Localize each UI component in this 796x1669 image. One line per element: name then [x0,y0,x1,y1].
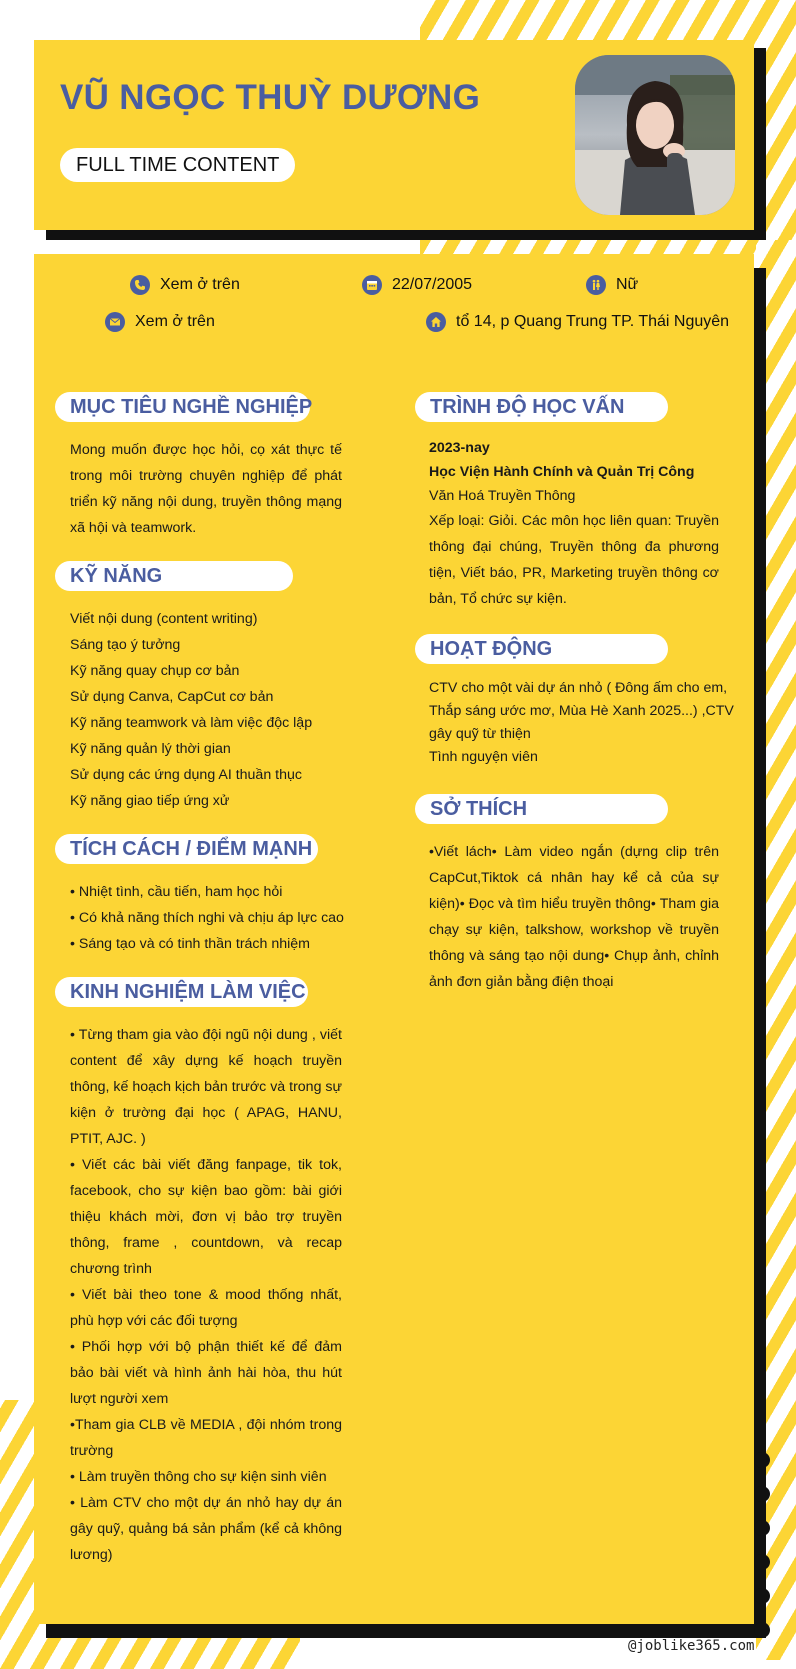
contact-birthday [362,275,472,295]
education-major: Văn Hoá Truyền Thông [429,488,576,504]
list-item: Kỹ năng quay chụp cơ bản [70,663,240,679]
activities-line: Tình nguyện viên [429,749,538,765]
education-details: Xếp loại: Giỏi. Các môn học liên quan: Truyền thông đại chúng, Truyền thông đa phương tiện, Viết báo, PR, Marketing truyền thông cơ bản, Tổ chức sự kiện. [429,513,719,607]
profile-photo-illustration [575,55,735,215]
list-item: • Viết bài theo tone & mood thống nhất, phù hợp với các đối tượng [70,1287,342,1329]
binder-dot [754,1588,770,1604]
job-title-badge: FULL TIME CONTENT [60,148,295,182]
contact-gender [586,275,638,295]
contact-birthday-value: 22/07/2005 [392,276,473,293]
list-item: • Sáng tạo và có tinh thần trách nhiệm [70,936,310,952]
experience-list [70,1022,342,1568]
list-item: Kỹ năng teamwork và làm việc độc lập [70,715,313,731]
list-item: • Viết các bài viết đăng fanpage, tik tok, facebook, cho sự kiện bao gồm: bài giới thiệu khách mời, đơn vị bảo trợ truyền thông, frame , countdown, và recap chương trình [70,1157,342,1277]
binder-dot [754,1452,770,1468]
list-item: Viết nội dung (content writing) [70,611,258,627]
list-item: Kỹ năng giao tiếp ứng xử [70,793,230,809]
list-item: Sử dụng Canva, CapCut cơ bản [70,689,274,705]
profile-photo [575,55,735,215]
activities-block [429,677,734,769]
list-item: •Tham gia CLB về MEDIA , đội nhóm trong trường [70,1417,342,1459]
contact-email-value: Xem ở trên [135,313,215,330]
phone-icon [130,275,150,295]
binder-dot [754,1554,770,1570]
strengths-list [70,879,350,957]
hobbies-heading: SỞ THÍCH [415,794,668,824]
contact-phone [130,275,240,295]
activities-line: gây quỹ từ thiện [429,726,531,742]
contact-address [426,312,729,332]
strengths-heading: TÍCH CÁCH / ĐIỂM MẠNH [55,834,318,864]
skills-list [70,606,350,814]
education-school: Học Viện Hành Chính và Quản Trị Công [429,464,695,480]
list-item: Kỹ năng quản lý thời gian [70,741,231,757]
education-block [429,436,719,612]
activities-heading: HOẠT ĐỘNG [415,634,668,664]
list-item: Sử dụng các ứng dụng AI thuần thục [70,767,302,783]
binder-dot [754,1486,770,1502]
calendar-icon [362,275,382,295]
home-icon [426,312,446,332]
list-item: • Nhiệt tình, cầu tiến, ham học hỏi [70,884,283,900]
experience-heading: KINH NGHIỆM LÀM VIỆC [55,977,308,1007]
contact-phone-value: Xem ở trên [160,276,240,293]
binder-dot [754,1520,770,1536]
career-goal-heading: MỤC TIÊU NGHỀ NGHIỆP [55,392,310,422]
education-period: 2023-nay [429,440,490,456]
contact-address-value: tổ 14, p Quang Trung TP. Thái Nguyên [456,313,730,330]
email-icon [105,312,125,332]
activities-line: CTV cho một vài dự án nhỏ ( Đông ấm cho em, [429,680,728,696]
watermark: @joblike365.com [628,1638,755,1654]
skills-heading: KỸ NĂNG [55,561,293,591]
list-item: • Phối hợp với bộ phận thiết kế để đảm bảo bài viết và hình ảnh hài hòa, thu hút lượt người xem [70,1339,342,1407]
contact-email [105,312,215,332]
activities-line: Thắp sáng ước mơ, Mùa Hè Xanh 2025...) ,CTV [429,703,734,719]
career-goal-text: Mong muốn được học hỏi, cọ xát thực tế trong môi trường chuyên nghiệp để phát triển kỹ năng nội dung, truyền thông mạng xã hội và teamwork. [70,442,342,536]
education-heading: TRÌNH ĐỘ HỌC VẤN [415,392,668,422]
hobbies-text: •Viết lách• Làm video ngắn (dựng clip trên CapCut,Tiktok cá nhân hay kể cả của sự kiện)• Đọc và tìm hiểu truyền thông• Tham gia chạy sự kiện, talkshow, workshop về truyền thông và sáng tạo nội dung• Chụp ảnh, chỉnh ảnh đơn giản bằng điện thoại [429,844,719,990]
gender-icon [586,275,606,295]
list-item: • Làm CTV cho một dự án nhỏ hay dự án gây quỹ, quảng bá sản phẩm (kể cả không lương) [70,1495,342,1563]
binder-dot [754,1622,770,1638]
list-item: Sáng tạo ý tưởng [70,637,181,653]
list-item: • Làm truyền thông cho sự kiện sinh viên [70,1469,327,1485]
contact-gender-value: Nữ [616,276,639,293]
candidate-name: VŨ NGỌC THUỲ DƯƠNG [60,78,481,117]
list-item: • Có khả năng thích nghi và chịu áp lực cao [70,910,344,926]
list-item: • Từng tham gia vào đội ngũ nội dung , viết content để xây dựng kế hoạch truyền thông, kế hoạch kịch bản trước và trong sự kiện ở trường đại học ( APAG, HANU, PTIT, AJC. ) [70,1027,342,1147]
